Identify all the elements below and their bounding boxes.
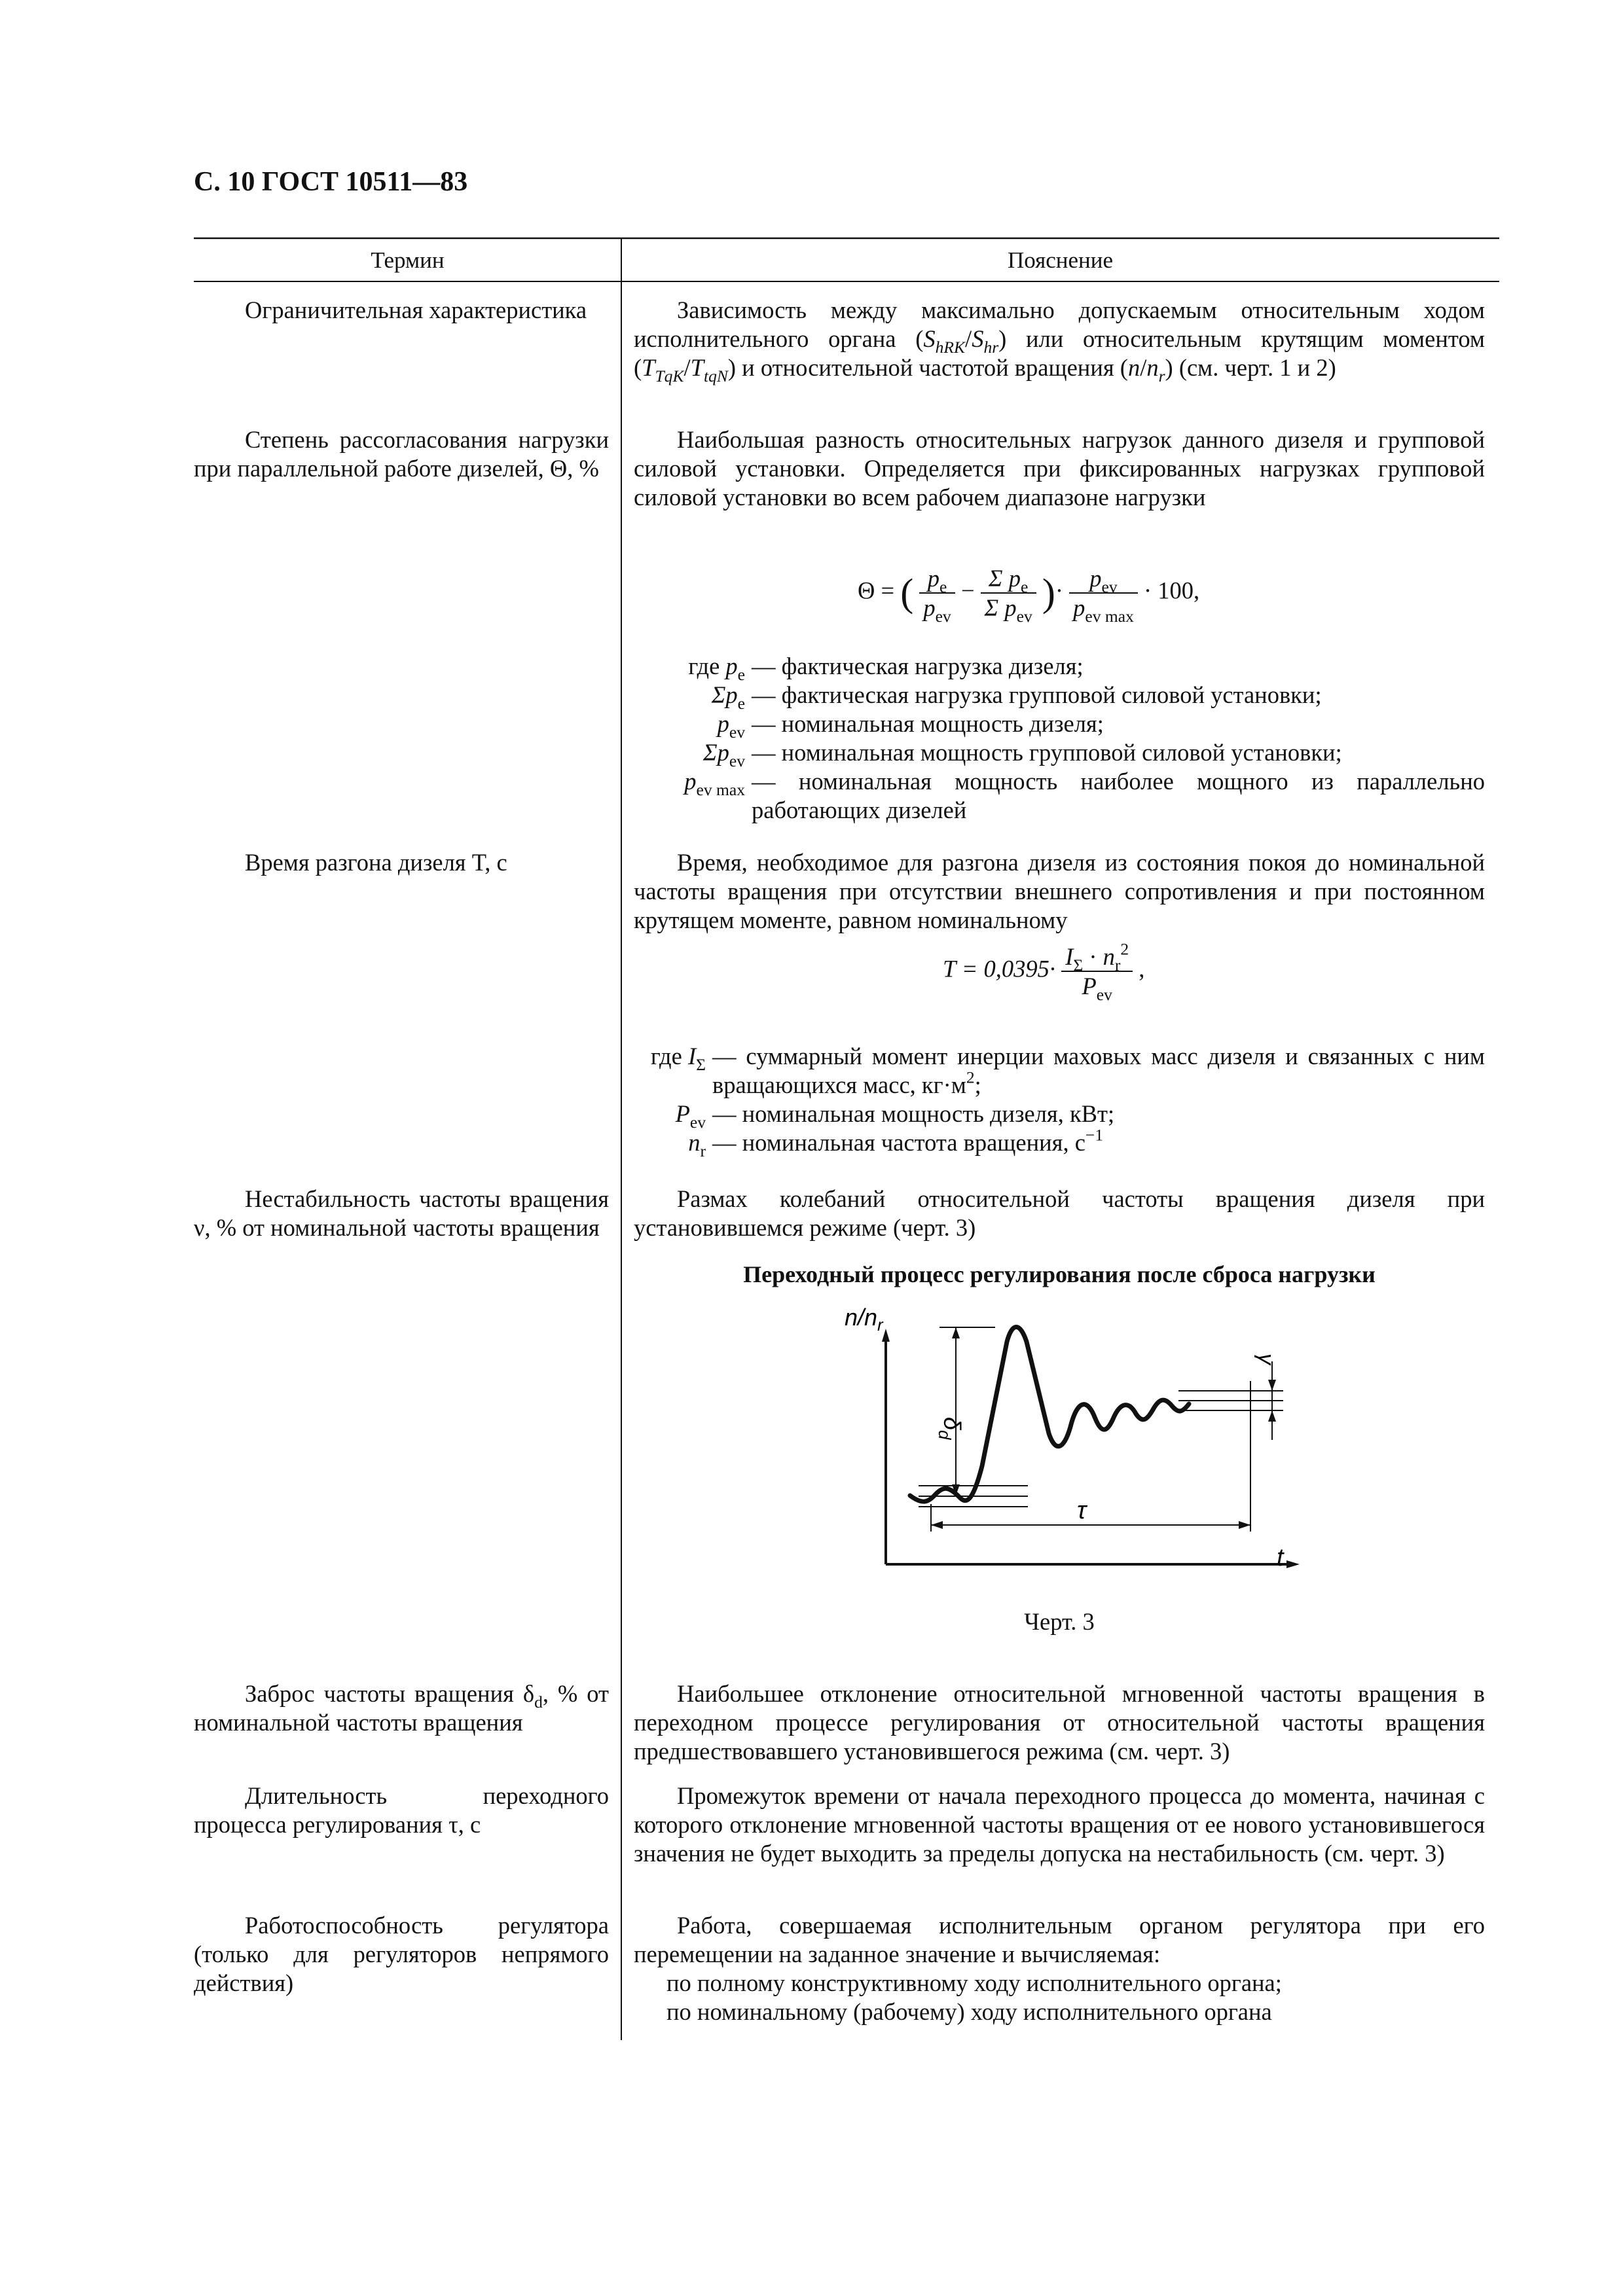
- page-title: С. 10 ГОСТ 10511—83: [194, 167, 468, 197]
- explanation-acceleration-time: Время, необходимое для разгона дизеля из состояния покоя до номинальной частоты вращения при отсутствии внешнего сопротивления и при постоянном крутящем моменте, равном номинальному: [634, 849, 1485, 933]
- column-header-explanation: Пояснение: [1007, 247, 1113, 273]
- instability-arrow-top: [1268, 1380, 1276, 1391]
- response-curve: [910, 1327, 1189, 1502]
- settling-arrow-left: [931, 1521, 943, 1529]
- instability-label: γ: [1254, 1354, 1279, 1365]
- term-limiting-characteristic: Ограничительная характеристика: [245, 296, 587, 323]
- formula-acceleration-time: T = 0,0395· $\frac{I_\Sigma \cdot n_r^2}{P_{ev}}$ ,: [943, 939, 1145, 1004]
- x-axis-label: t: [1277, 1544, 1284, 1571]
- explanation-speed-instability: Размах колебаний относительной частоты вращения дизеля при установившемся режиме (черт. 3): [634, 1185, 1485, 1241]
- list-item-rated-stroke: по номинальному (рабочему) ходу исполнительного органа: [666, 1998, 1272, 2025]
- term-settling-duration: Длительность переходного процесса регулирования τ, с: [194, 1782, 609, 1838]
- y-axis-label: $n/n_r$: [845, 1304, 883, 1335]
- x-axis-arrow: [1286, 1560, 1300, 1568]
- explanation-settling-duration: Промежуток времени от начала переходного процесса до момента, начиная с которого отклонение мгновенной частоты вращения от ее нового установившегося значения не будет выходить за пределы допуска на нестабильность (см. черт. 3): [634, 1782, 1485, 1867]
- y-axis-arrow: [882, 1329, 890, 1342]
- explanation-limiting-characteristic: Зависимость между максимально допускаемым относительным ходом исполнительного органа $(S_{hRK}/S_{hr})$ или относительным крутящим моментом $(T_{TqK}/T_{tqN})$ и относительной частотой вращения $(n/n_r)$ (см. черт. 1 и 2): [634, 296, 1485, 386]
- overshoot-arrow-top: [952, 1327, 960, 1338]
- term-speed-instability: Нестабильность частоты вращения ν, % от номинальной частоты вращения: [194, 1185, 609, 1241]
- column-header-term: Термин: [371, 247, 445, 273]
- legend-theta: где $p_e$ — фактическая нагрузка дизеля; $\Sigma p_e$ — фактическая нагрузка групповой силовой установки; $p_{ev}$ — номинальная мощность дизеля; $\Sigma p_{ev}$ — номинальная мощность групповой силовой установки; $p_{ev max}$ — номинальная мощность наиболее мощного из параллельно работающих дизелей: [684, 653, 1485, 823]
- figure-title: Переходный процесс регулирования после сброса нагрузки: [743, 1261, 1376, 1287]
- overshoot-label: $\delta_d$: [935, 1417, 966, 1440]
- legend-acceleration-time: где $I_\Sigma$ — суммарный момент инерции маховых масс дизеля и связанных с ним вращающихся масс, $кг\cdot м^2$; $P_{ev}$ — номинальная мощность дизеля, кВт; $n_r$ — номинальная частота вращения, $с^{-1}$: [650, 1043, 1485, 1160]
- term-speed-overshoot: Заброс частоты вращения $\delta_d$, % от номинальной частоты вращения: [194, 1680, 610, 1736]
- settling-time-label: τ: [1077, 1497, 1087, 1524]
- term-governor-work-capacity: Работоспособность регулятора (только для регуляторов непрямого действия): [194, 1912, 609, 1996]
- term-acceleration-time: Время разгона дизеля T, с: [245, 849, 507, 876]
- figure-caption: Черт. 3: [1024, 1608, 1095, 1635]
- settling-arrow-right: [1239, 1521, 1250, 1529]
- list-item-full-stroke: по полному конструктивному ходу исполнительного органа;: [666, 1969, 1282, 1996]
- formula-theta: Θ = ( $\frac{p_e}{p_{ev}}$ − $\frac{\Sigma p_e}{\Sigma p_{ev}}$ )· $\frac{p_{ev}}{p_{ev max}}$ · 100,: [858, 565, 1200, 626]
- explanation-load-mismatch: Наибольшая разность относительных нагрузок данного дизеля и групповой силовой установки. Определяется при фиксированных нагрузках групповой силовой установки во всем рабочем диапазоне нагрузки: [634, 426, 1485, 511]
- instability-arrow-bottom: [1268, 1410, 1276, 1422]
- explanation-speed-overshoot: Наибольшее отклонение относительной мгновенной частоты вращения в переходном процессе регулирования от относительной частоты вращения предшествовавшего установившегося режима (см. черт. 3): [634, 1680, 1485, 1765]
- explanation-governor-work-capacity: Работа, совершаемая исполнительным органом регулятора при его перемещении на заданное значение и вычисляемая:: [634, 1912, 1485, 1967]
- transient-process-diagram: [825, 1302, 1322, 1590]
- term-load-mismatch: Степень рассогласования нагрузки при параллельной работе дизелей, Θ, %: [194, 426, 609, 482]
